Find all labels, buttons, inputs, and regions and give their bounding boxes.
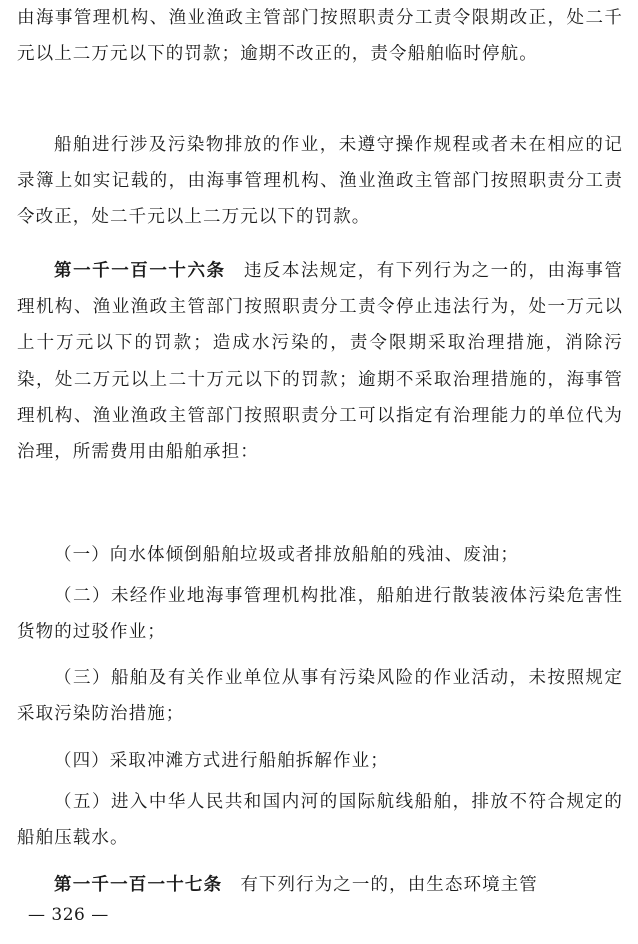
paragraph-operation-rules: 船舶进行涉及污染物排放的作业，未遵守操作规程或者未在相应的记录簿上如实记载的，由海事管理机构、渔业渔政主管部门按照职责分工责令改正，处二千元以上二万元以下的罚款。 [17,135,623,228]
list-item-3: （三）船舶及有关作业单位从事有污染风险的作业活动，未按照规定采取污染防治措施； [17,668,623,725]
article-1117 [17,867,623,903]
article-1116-body: 违反本法规定，有下列行为之一的，由海事管理机构、渔业渔政主管部门按照职责分工责令停止违法行为，处一万元以上十万元以下的罚款；造成水污染的，责令限期采取治理措施，消除污染，处二万元以上二十万元以下的罚款；逾期不采取治理措施的，海事管理机构、渔业渔政主管部门按照职责分工可以指定有治理能力的单位代为治理，所需费用由船舶承担： [17,261,623,463]
page-number: — 326 — [28,905,109,925]
list-item-1: （一）向水体倾倒船舶垃圾或者排放船舶的残油、废油； [54,545,519,565]
list-item-2: （二）未经作业地海事管理机构批准，船舶进行散装液体污染危害性货物的过驳作业； [17,586,623,643]
paragraph-continued: 由海事管理机构、渔业渔政主管部门按照职责分工责令限期改正，处二千元以上二万元以下的罚款；逾期不改正的，责令船舶临时停航。 [17,8,623,65]
list-item-5: （五）进入中华人民共和国内河的国际航线船舶，排放不符合规定的船舶压载水。 [17,792,623,849]
article-1116-title: 第一千一百一十六条 [54,261,226,281]
list-item-4: （四）采取冲滩方式进行船舶拆解作业； [54,751,389,771]
article-1116 [17,253,623,470]
article-1117-title: 第一千一百一十七条 [54,875,223,895]
article-1117-body: 有下列行为之一的，由生态环境主管 [240,875,538,895]
